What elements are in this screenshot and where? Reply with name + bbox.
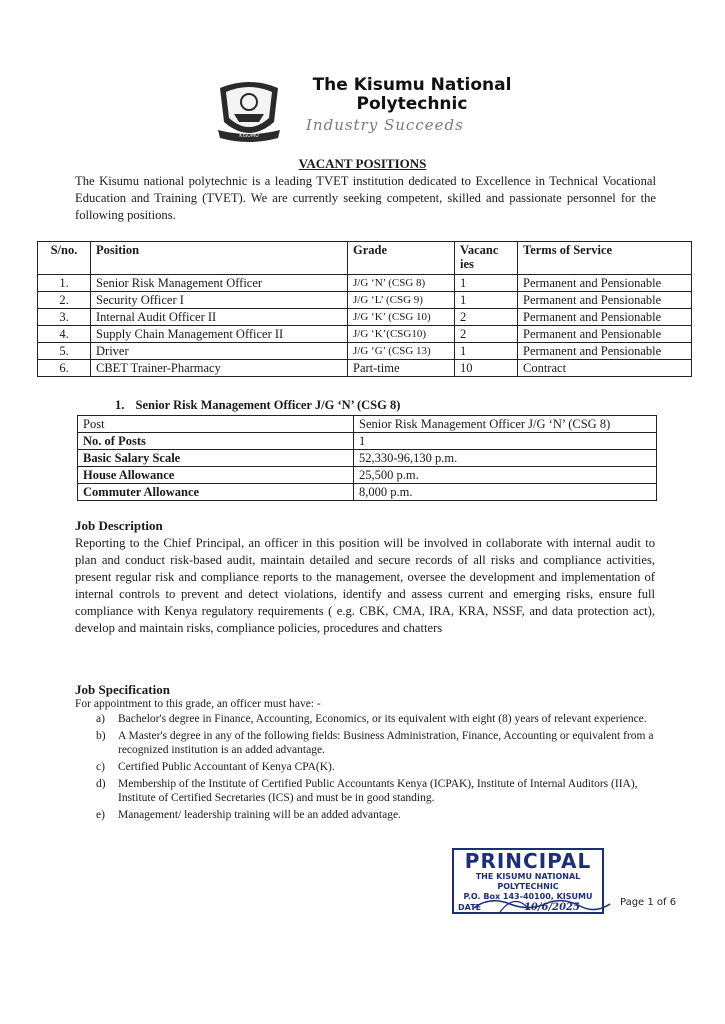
- cell-terms: Permanent and Pensionable: [518, 275, 692, 292]
- cell-grade: J/G ‘L’ (CSG 9): [348, 292, 455, 309]
- cell-grade: J/G ‘K’(CSG10): [348, 326, 455, 343]
- col-header-grade: Grade: [348, 242, 455, 275]
- institution-name: [292, 76, 532, 114]
- table-row: [78, 450, 657, 467]
- letterhead: [214, 70, 524, 150]
- cell-vacancies: 1: [455, 275, 518, 292]
- stamp-institution: THE KISUMU NATIONAL POLYTECHNIC: [475, 872, 581, 891]
- table-row: [78, 467, 657, 484]
- cell-sno: 5.: [38, 343, 91, 360]
- list-item-text: Bachelor's degree in Finance, Accounting, Economics, or its equivalent with eight (8) years of relevant experience.: [118, 713, 647, 725]
- cell-position: CBET Trainer-Pharmacy: [91, 360, 348, 377]
- job-description-text: Reporting to the Chief Principal, an officer in this position will be involved in collaborate with internal audit to plan and conduct risk-based audit, maintain detailed and secure records of all risks and compliance activities, present regular risk and compliance reports to the management, oversee the development and implementation of internal controls to prevent and detect violations, identify and assess current and emerging risks, ensure full compliance with Kenya regulatory requirements ( e.g. CBK, CMA, IRA, KRA, NSSF, and data protection act), develop and maintain risks, compliance policies, procedures and chatters: [75, 536, 655, 635]
- job-description-heading: Job Description: [75, 518, 163, 533]
- table-row: [38, 360, 692, 377]
- list-item-letter: a): [96, 713, 105, 725]
- list-item-text: A Master's degree in any of the following fields: Business Administration, Finance, Accounting or equivalent from a recognized institution is an added advantage.: [118, 730, 654, 756]
- detail-value: 1: [354, 433, 657, 450]
- detail-value: 25,500 p.m.: [354, 467, 657, 484]
- cell-grade: Part-time: [348, 360, 455, 377]
- positions-table-header: [38, 242, 692, 275]
- page-number: Page 1 of 6: [620, 897, 677, 908]
- detail-label: No. of Posts: [78, 433, 354, 450]
- list-item: [96, 808, 661, 822]
- table-row: [78, 484, 657, 501]
- col-header-terms: Terms of Service: [518, 242, 692, 275]
- section-number: 1.: [115, 398, 125, 412]
- stamp-title: PRINCIPAL: [464, 849, 592, 873]
- detail-value: 8,000 p.m.: [354, 484, 657, 501]
- cell-terms: Contract: [518, 360, 692, 377]
- col-header-vacancies: Vacanc ies: [455, 242, 518, 275]
- institution-crest-logo: [214, 78, 284, 144]
- list-item: [96, 777, 661, 805]
- post-details-table: [77, 415, 657, 501]
- cell-terms: Permanent and Pensionable: [518, 292, 692, 309]
- cell-sno: 3.: [38, 309, 91, 326]
- list-item-letter: e): [96, 809, 105, 821]
- list-item-letter: d): [96, 778, 106, 790]
- list-item-text: Certified Public Accountant of Kenya CPA(K).: [118, 761, 335, 773]
- cell-position: Senior Risk Management Officer: [91, 275, 348, 292]
- cell-terms: Permanent and Pensionable: [518, 343, 692, 360]
- detail-label: Basic Salary Scale: [78, 450, 354, 467]
- institution-name-line2: Polytechnic: [356, 94, 468, 114]
- cell-vacancies: 2: [455, 326, 518, 343]
- col-header-position: Position: [91, 242, 348, 275]
- cell-terms: Permanent and Pensionable: [518, 309, 692, 326]
- positions-table: [37, 241, 692, 377]
- job-specification-intro: For appointment to this grade, an officer must have: -: [75, 698, 321, 710]
- cell-vacancies: 1: [455, 292, 518, 309]
- cell-position: Driver: [91, 343, 348, 360]
- job-specification-heading: Job Specification: [75, 682, 170, 697]
- cell-sno: 6.: [38, 360, 91, 377]
- col-header-sno: S/no.: [38, 242, 91, 275]
- cell-position: Supply Chain Management Officer II: [91, 326, 348, 343]
- cell-sno: 2.: [38, 292, 91, 309]
- institution-name-line1: The Kisumu National: [312, 75, 512, 95]
- cell-grade: J/G ‘G’ (CSG 13): [348, 343, 455, 360]
- table-row: [38, 326, 692, 343]
- cell-sno: 4.: [38, 326, 91, 343]
- detail-label: Commuter Allowance: [78, 484, 354, 501]
- list-item-text: Management/ leadership training will be an added advantage.: [118, 809, 401, 821]
- table-row: [78, 433, 657, 450]
- list-item-letter: c): [96, 761, 105, 773]
- stamp-date-label: DATE: [458, 903, 482, 912]
- detail-label: House Allowance: [78, 467, 354, 484]
- stamp-address: P.O. Box 143-40100, KISUMU: [463, 892, 593, 901]
- table-row: [78, 416, 657, 433]
- list-item: [96, 712, 661, 726]
- specification-list: [96, 712, 661, 825]
- section-title: Senior Risk Management Officer J/G ‘N’ (CSG 8): [135, 398, 401, 412]
- motto: Industry Succeeds: [306, 116, 464, 134]
- cell-vacancies: 10: [455, 360, 518, 377]
- cell-grade: J/G ‘N’ (CSG 8): [348, 275, 455, 292]
- list-item: [96, 760, 661, 774]
- detail-value: 52,330-96,130 p.m.: [354, 450, 657, 467]
- list-item: [96, 729, 661, 757]
- table-row: [38, 292, 692, 309]
- cell-vacancies: 1: [455, 343, 518, 360]
- logo-ribbon-text: KISUMU: [239, 133, 259, 139]
- cell-sno: 1.: [38, 275, 91, 292]
- intro-paragraph: The Kisumu national polytechnic is a leading TVET institution dedicated to Excellence in Technical Vocational Education and Training (TVET). We are currently seeking competent, skilled and passionate personnel for the following positions.: [75, 174, 656, 222]
- cell-position: Internal Audit Officer II: [91, 309, 348, 326]
- cell-grade: J/G ‘K’ (CSG 10): [348, 309, 455, 326]
- table-row: [38, 309, 692, 326]
- detail-label: Post: [78, 416, 354, 433]
- signature: [470, 882, 620, 922]
- list-item-text: Membership of the Institute of Certified Public Accountants Kenya (ICPAK), Institute of Internal Auditors (IIA), Institute of Certified Secretaries (ICS) and must be in good standing.: [118, 778, 638, 804]
- cell-terms: Permanent and Pensionable: [518, 326, 692, 343]
- page-title: VACANT POSITIONS: [298, 156, 427, 171]
- list-item-letter: b): [96, 730, 106, 742]
- cell-position: Security Officer I: [91, 292, 348, 309]
- cell-vacancies: 2: [455, 309, 518, 326]
- table-row: [38, 343, 692, 360]
- stamp-date-value: 10/6/2025: [523, 902, 580, 913]
- table-row: [38, 275, 692, 292]
- detail-value: Senior Risk Management Officer J/G ‘N’ (CSG 8): [354, 416, 657, 433]
- section-heading-senior-risk: [115, 398, 400, 413]
